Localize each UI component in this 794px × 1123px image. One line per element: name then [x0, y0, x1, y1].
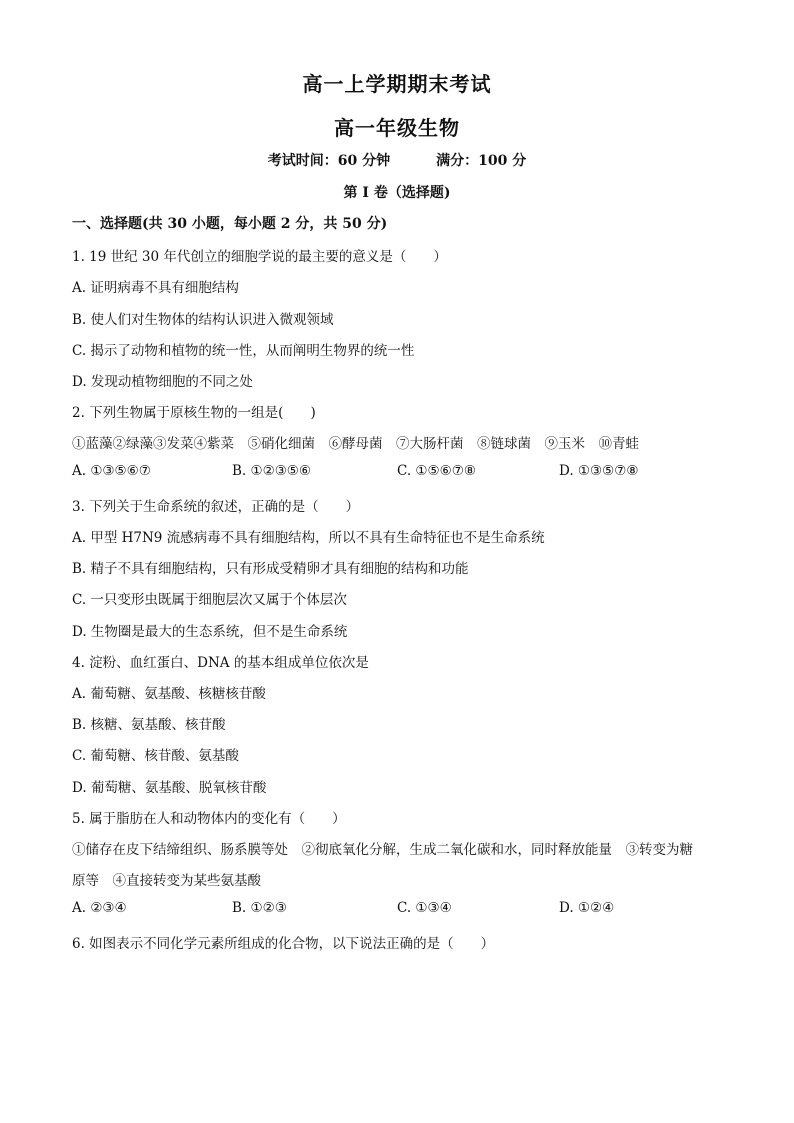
question-1-option-c: C. 揭示了动物和植物的统一性，从而阐明生物界的统一性 — [72, 343, 415, 359]
question-5-option-d: D. ①②④ — [559, 900, 615, 916]
question-4-option-d: D. 葡萄糖、氨基酸、脱氧核苷酸 — [72, 780, 267, 796]
question-5-items-line-2: 原等 ④直接转变为某些氨基酸 — [72, 873, 261, 889]
question-2-option-c: C. ①⑤⑥⑦⑧ — [397, 463, 476, 479]
question-3-option-c: C. 一只变形虫既属于细胞层次又属于个体层次 — [72, 592, 347, 608]
exam-time: 考试时间：60 分钟 — [267, 153, 391, 169]
question-5-items-line-1: ①储存在皮下结缔组织、肠系膜等处 ②彻底氧化分解，生成二氧化碳和水，同时释放能量 ③转变为糖 — [72, 842, 693, 858]
question-2-items: ①蓝藻②绿藻③发菜④紫菜 ⑤硝化细菌 ⑥酵母菌 ⑦大肠杆菌 ⑧链球菌 ⑨玉米 ⑩青蛙 — [72, 436, 639, 452]
question-2-option-a: A. ①③⑤⑥⑦ — [72, 463, 151, 479]
question-6-stem: 6. 如图表示不同化学元素所组成的化合物，以下说法正确的是（ ） — [72, 936, 495, 952]
exam-meta — [0, 150, 794, 170]
question-4-option-c: C. 葡萄糖、核苷酸、氨基酸 — [72, 748, 239, 764]
question-2-option-b: B. ①②③⑤⑥ — [232, 463, 312, 479]
question-2-option-d: D. ①③⑤⑦⑧ — [559, 463, 639, 479]
question-3-option-b: B. 精子不具有细胞结构，只有形成受精卵才具有细胞的结构和功能 — [72, 561, 469, 577]
question-1-stem: 1. 19 世纪 30 年代创立的细胞学说的最主要的意义是（ ） — [72, 249, 447, 265]
question-3-stem: 3. 下列关于生命系统的叙述，正确的是（ ） — [72, 499, 360, 515]
exam-score: 满分：100 分 — [436, 153, 527, 169]
question-5-option-a: A. ②③④ — [72, 900, 127, 916]
question-5-option-b: B. ①②③ — [232, 900, 287, 916]
question-5-option-c: C. ①③④ — [397, 900, 452, 916]
question-2-stem: 2. 下列生物属于原核生物的一组是( ) — [72, 405, 316, 421]
question-3-option-a: A. 甲型 H7N9 流感病毒不具有细胞结构，所以不具有生命特征也不是生命系统 — [72, 530, 545, 546]
question-3-option-d: D. 生物圈是最大的生态系统，但不是生命系统 — [72, 624, 348, 640]
question-4-option-a: A. 葡萄糖、氨基酸、核糖核苷酸 — [72, 686, 266, 702]
section-heading: 一、选择题(共 30 小题，每小题 2 分，共 50 分) — [72, 216, 388, 232]
question-1-option-a: A. 证明病毒不具有细胞结构 — [72, 280, 239, 296]
exam-subtitle: 高一年级生物 — [334, 116, 460, 140]
question-5-stem: 5. 属于脂肪在人和动物体内的变化有（ ） — [72, 811, 346, 827]
question-4-stem: 4. 淀粉、血红蛋白、DNA 的基本组成单位依次是 — [72, 655, 369, 671]
exam-title: 高一上学期期末考试 — [302, 72, 492, 96]
question-4-option-b: B. 核糖、氨基酸、核苷酸 — [72, 717, 226, 733]
volume-heading: 第 I 卷（选择题) — [343, 185, 451, 201]
question-1-option-b: B. 使人们对生物体的结构认识进入微观领域 — [72, 312, 334, 328]
question-1-option-d: D. 发现动植物细胞的不同之处 — [72, 374, 253, 390]
